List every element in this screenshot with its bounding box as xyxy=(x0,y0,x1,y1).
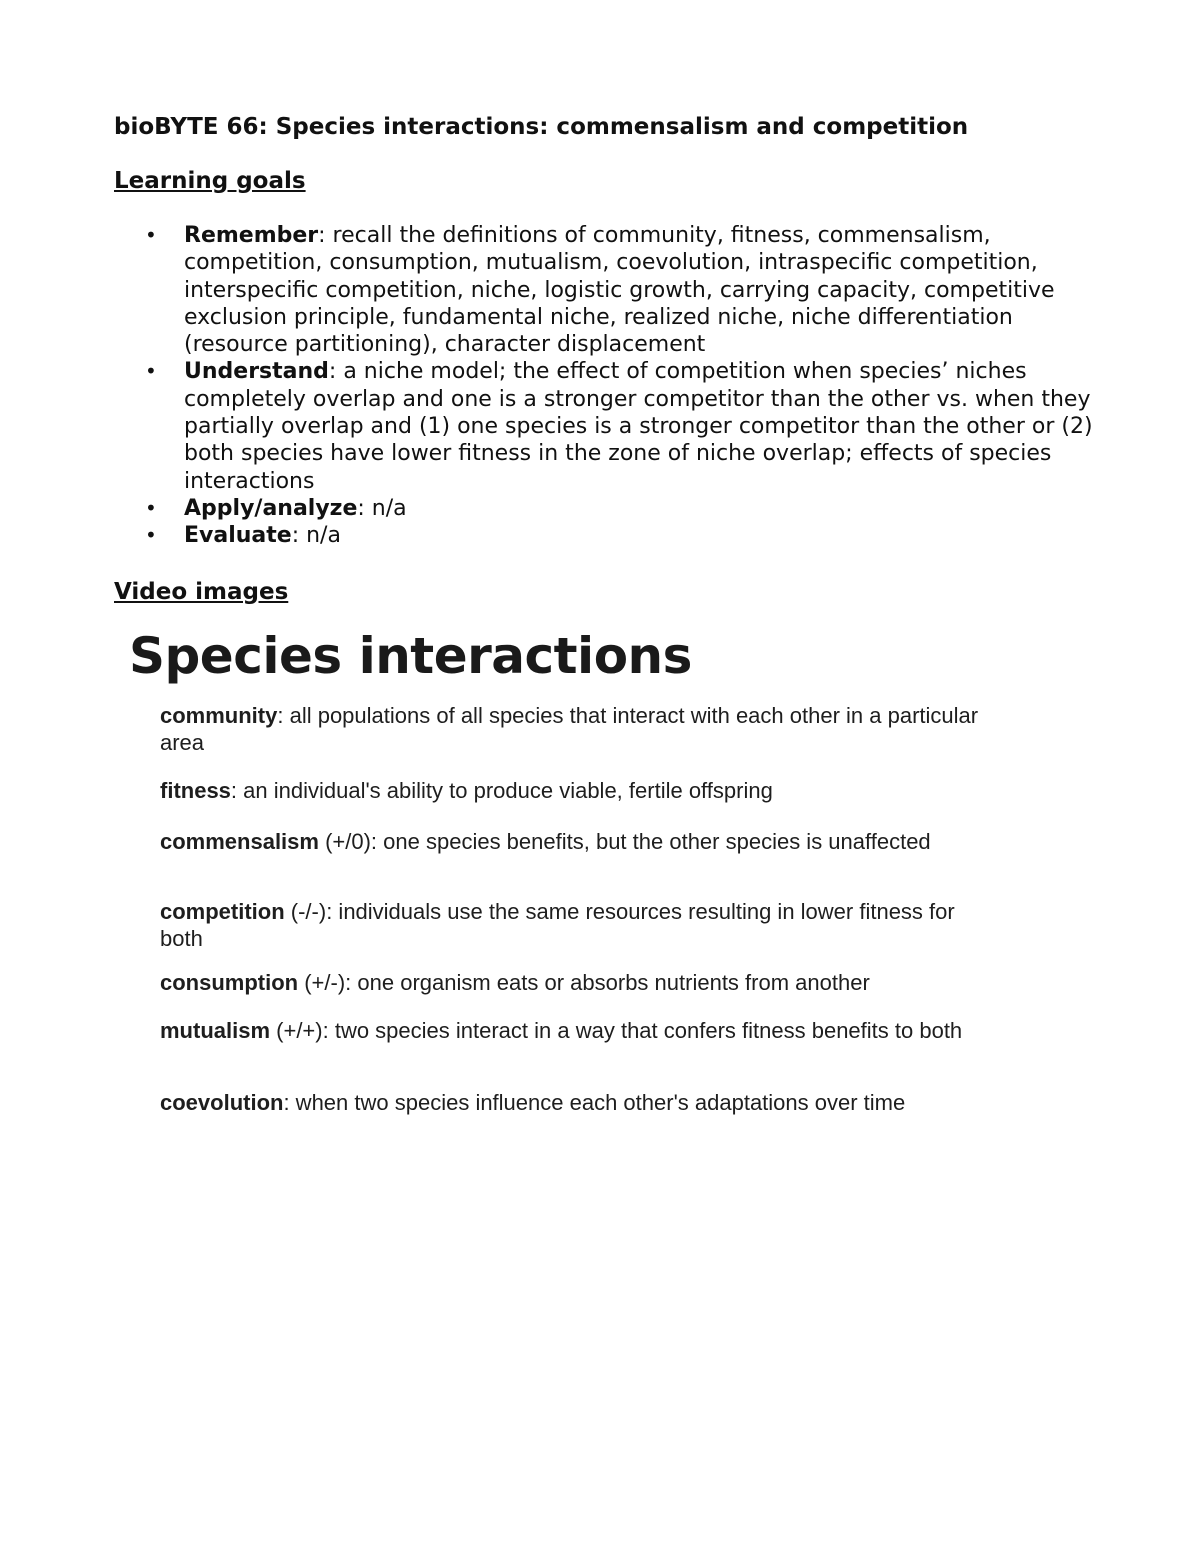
bullet-icon: • xyxy=(145,495,157,520)
goal-text: : n/a xyxy=(357,495,407,521)
definition-mutualism xyxy=(160,1017,1020,1044)
list-item xyxy=(114,358,1104,494)
goal-text: : recall the definitions of community, fitness, commensalism, competition, consumption, mutualism, coevolution, intraspecific competition, interspecific competition, niche, logistic growth, carrying capacity, competitive exclusion principle, fundamental niche, realized niche, niche differentiation (resource partitioning), character displacement xyxy=(184,223,1055,358)
slide-title: Species interactions xyxy=(129,627,692,685)
bullet-icon: • xyxy=(145,523,157,548)
video-images-heading: Video images xyxy=(114,579,289,605)
definition-text: (+/0): one species benefits, but the other species is unaffected xyxy=(318,829,931,854)
list-item xyxy=(114,495,1104,522)
learning-goals-list xyxy=(114,222,1104,550)
definition-term: competition xyxy=(160,899,285,924)
list-item xyxy=(114,222,1104,358)
goal-label: Evaluate xyxy=(184,523,292,549)
definition-fitness xyxy=(160,777,1020,804)
goal-text: : a niche model; the effect of competition when species’ niches completely overlap and one is a stronger competitor than the other vs. when they partially overlap and (1) one species is a stronger competitor than the other or (2) both species have lower fitness in the zone of niche overlap; effects of species interactions xyxy=(184,359,1093,494)
definition-competition xyxy=(160,898,980,952)
learning-goals-heading: Learning goals xyxy=(114,168,306,194)
goal-label: Understand xyxy=(184,359,329,385)
definition-text: : an individual's ability to produce viable, fertile offspring xyxy=(230,778,773,803)
goal-text: : n/a xyxy=(291,523,341,549)
document-title: bioBYTE 66: Species interactions: commensalism and competition xyxy=(114,114,969,140)
definition-text: (+/+): two species interact in a way that confers fitness benefits to both xyxy=(270,1018,963,1043)
definition-commensalism xyxy=(160,828,940,855)
bullet-icon: • xyxy=(145,359,157,384)
definition-consumption xyxy=(160,969,1020,996)
goal-label: Remember xyxy=(184,223,319,248)
definition-term: fitness xyxy=(160,778,231,803)
bullet-icon: • xyxy=(145,223,157,247)
definition-text: : all populations of all species that interact with each other in a particular area xyxy=(160,703,979,755)
definition-coevolution xyxy=(160,1089,990,1116)
definition-text: (+/-): one organism eats or absorbs nutrients from another xyxy=(298,970,870,995)
definition-term: coevolution xyxy=(160,1090,284,1115)
definition-text: : when two species influence each other's adaptations over time xyxy=(283,1090,906,1115)
list-item xyxy=(114,522,1104,549)
definition-term: consumption xyxy=(160,970,299,995)
definition-community xyxy=(160,702,1020,756)
definition-text: (-/-): individuals use the same resources resulting in lower fitness for both xyxy=(160,899,955,951)
goal-label: Apply/analyze xyxy=(184,495,358,521)
definition-term: mutualism xyxy=(160,1018,271,1043)
definition-term: community xyxy=(160,703,278,728)
definition-term: commensalism xyxy=(160,829,319,854)
